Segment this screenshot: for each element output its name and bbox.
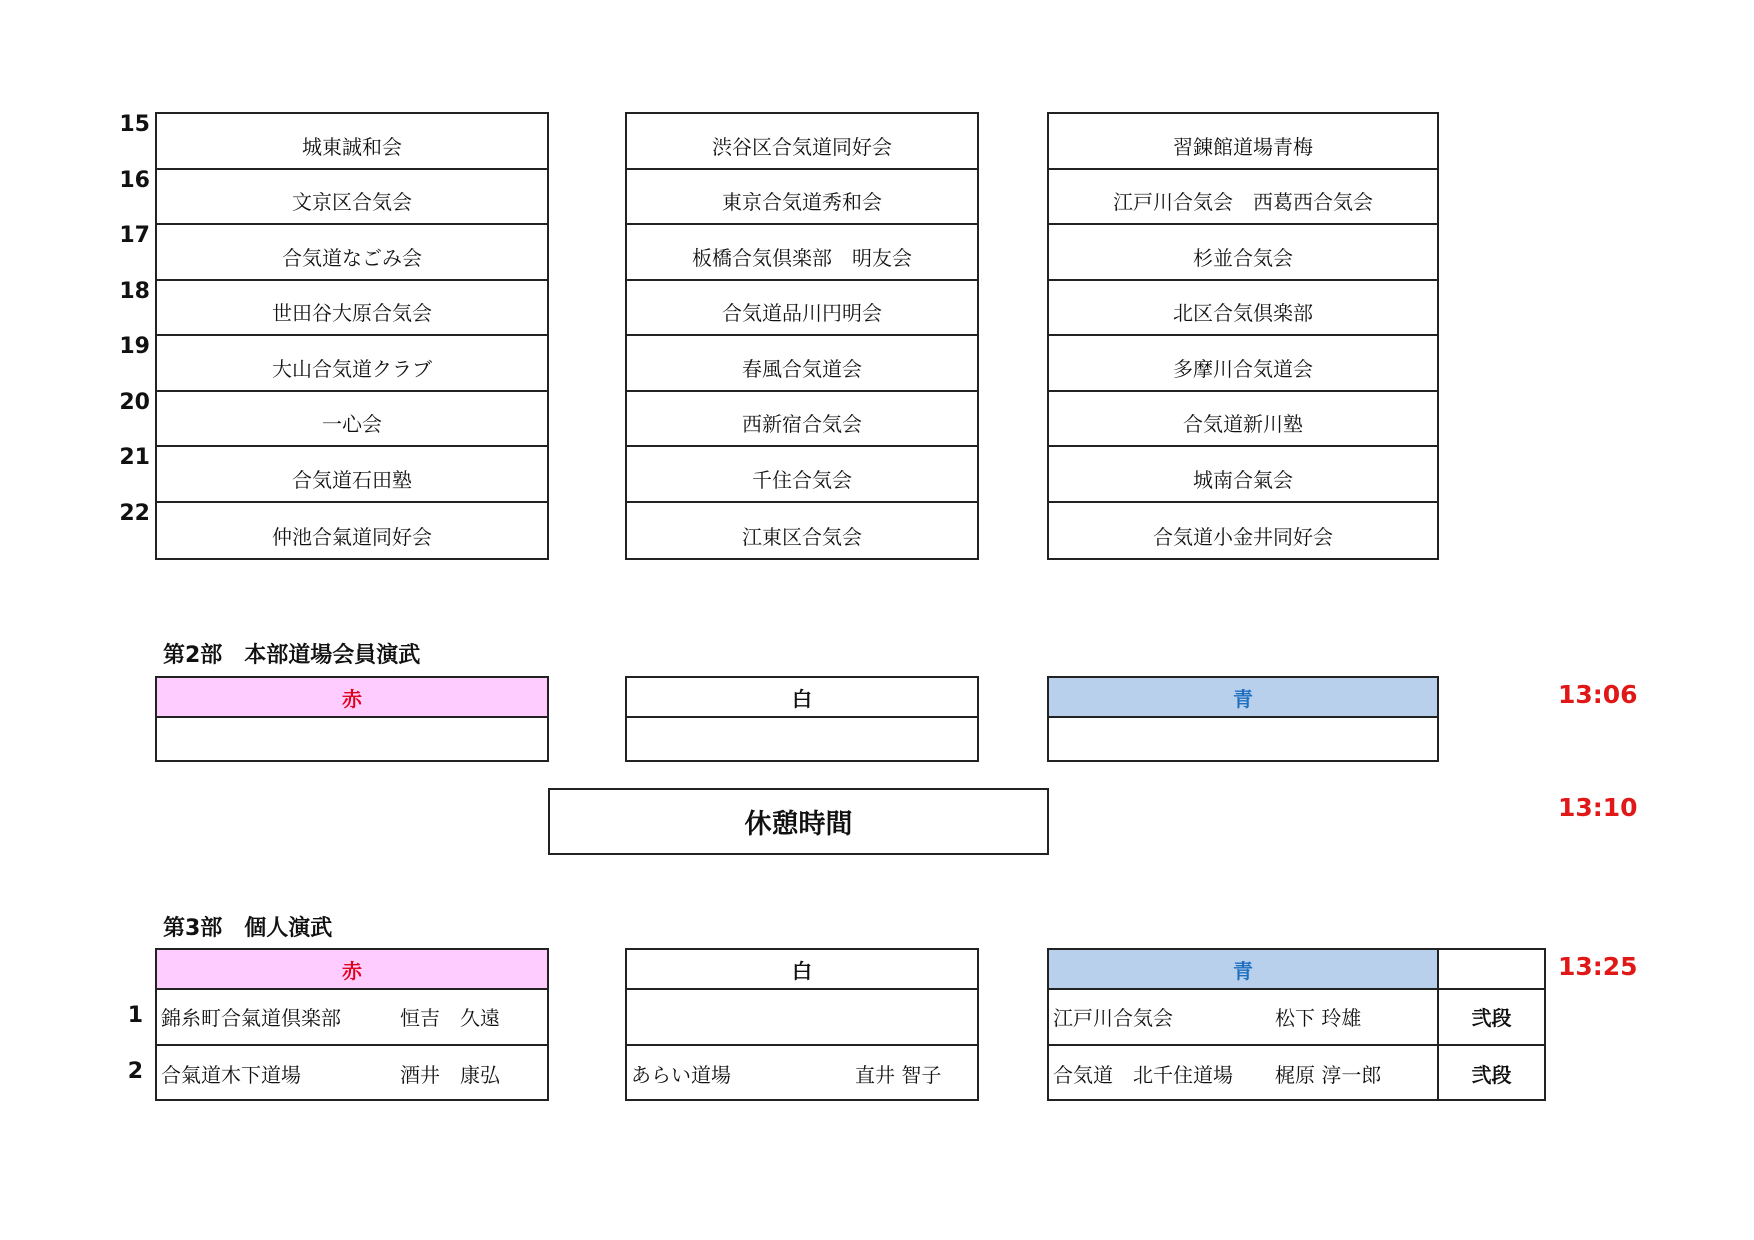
part3-time: 13:25: [1558, 952, 1638, 981]
red-header: 赤: [157, 950, 547, 990]
person-name: 松下 玲雄: [1275, 1006, 1362, 1031]
part1-white-column: [625, 112, 979, 560]
blue-header: 青: [1049, 950, 1437, 990]
blue-entry-row: [1049, 1046, 1437, 1102]
row-number: 22: [119, 500, 150, 526]
blue-team-cell: 合気道小金井同好会: [1153, 525, 1333, 549]
row-number: 15: [119, 112, 150, 137]
person-name: 酒井 康弘: [400, 1062, 500, 1087]
red-team-cell: 世田谷大原合気会: [157, 281, 547, 337]
red-entry-row: [157, 1046, 547, 1102]
empty-cell: [1049, 718, 1437, 760]
empty-cell: [627, 718, 977, 760]
blue-team-cell: 北区合気倶楽部: [1049, 281, 1437, 337]
part2-title: 第2部 本部道場会員演武: [163, 643, 421, 668]
rank-badge: 弐段: [1471, 1062, 1512, 1087]
rank-badge: 弐段: [1439, 990, 1544, 1046]
white-header: 白: [627, 950, 977, 990]
row-number: 16: [119, 167, 150, 193]
white-header: 白: [627, 678, 977, 718]
part1-row-numbers: [100, 112, 150, 556]
person-name: 直井 智子: [855, 1062, 942, 1087]
rank-header-empty: [1439, 950, 1544, 990]
part1-blue-column: [1047, 112, 1439, 560]
blue-entry-row: [1049, 990, 1437, 1046]
red-entry-row: [157, 990, 547, 1046]
white-entry-row: [627, 990, 977, 1046]
red-team-cell: 合気道なごみ会: [157, 225, 547, 281]
part3-title: 第3部 個人演武: [163, 916, 333, 941]
white-team-cell: 東京合気道秀和会: [627, 170, 977, 226]
white-team-cell: 渋谷区合気道同好会: [627, 114, 977, 170]
person-name: 恒吉 久遠: [400, 1006, 500, 1031]
club-name: 江戸川合気会: [1053, 1006, 1173, 1031]
red-team-cell: 仲池合氣道同好会: [272, 525, 432, 549]
white-team-cell: 江東区合気会: [742, 525, 862, 549]
part1-red-column: [155, 112, 549, 560]
empty-cell: [157, 718, 547, 760]
red-team-cell: 一心会: [157, 392, 547, 448]
blue-team-cell: 多摩川合気道会: [1049, 336, 1437, 392]
red-header: 赤: [157, 678, 547, 718]
part3-blue-box: [1047, 948, 1439, 1101]
red-team-cell: 文京区合気会: [157, 170, 547, 226]
row-number: 20: [119, 389, 150, 415]
club-name: あらい道場: [631, 1062, 731, 1087]
blue-team-cell: 合気道新川塾: [1049, 392, 1437, 448]
part3-rank-column: [1437, 948, 1546, 1101]
part2-time: 13:06: [1558, 680, 1638, 709]
red-team-cell: 城東誠和会: [157, 114, 547, 170]
blue-team-cell: 習錬館道場青梅: [1049, 114, 1437, 170]
row-number: 21: [119, 445, 150, 470]
part2-red-box: [155, 676, 549, 762]
break-time: 13:10: [1558, 793, 1638, 822]
row-number: 2: [127, 1058, 143, 1084]
white-team-cell: 合気道品川円明会: [627, 281, 977, 337]
red-team-cell: 大山合気道クラブ: [157, 336, 547, 392]
red-team-cell: 合気道石田塾: [157, 447, 547, 503]
white-team-cell: 西新宿合気会: [627, 392, 977, 448]
club-name: 合気道 北千住道場: [1053, 1062, 1233, 1087]
blue-header: 青: [1049, 678, 1437, 718]
part3-red-box: [155, 948, 549, 1101]
person-name: 梶原 淳一郎: [1275, 1062, 1382, 1087]
row-number: 19: [119, 334, 150, 359]
row-number: 1: [127, 1003, 143, 1029]
part2-blue-box: [1047, 676, 1439, 762]
white-team-cell: 千住合気会: [627, 447, 977, 503]
club-name: 合氣道木下道場: [161, 1062, 301, 1087]
blue-team-cell: 杉並合気会: [1049, 225, 1437, 281]
part3-white-box: [625, 948, 979, 1101]
white-team-cell: 板橋合気倶楽部 明友会: [627, 225, 977, 281]
blue-team-cell: 城南合氣会: [1049, 447, 1437, 503]
part2-white-box: [625, 676, 979, 762]
row-number: 17: [119, 223, 150, 248]
part3-row-numbers: [100, 988, 143, 1099]
blue-team-cell: 江戸川合気会 西葛西合気会: [1049, 170, 1437, 226]
row-number: 18: [119, 278, 150, 304]
white-team-cell: 春風合気道会: [627, 336, 977, 392]
white-entry-row: [627, 1046, 977, 1102]
club-name: 錦糸町合氣道倶楽部: [161, 1006, 341, 1031]
break-box: 休憩時間: [548, 788, 1049, 855]
